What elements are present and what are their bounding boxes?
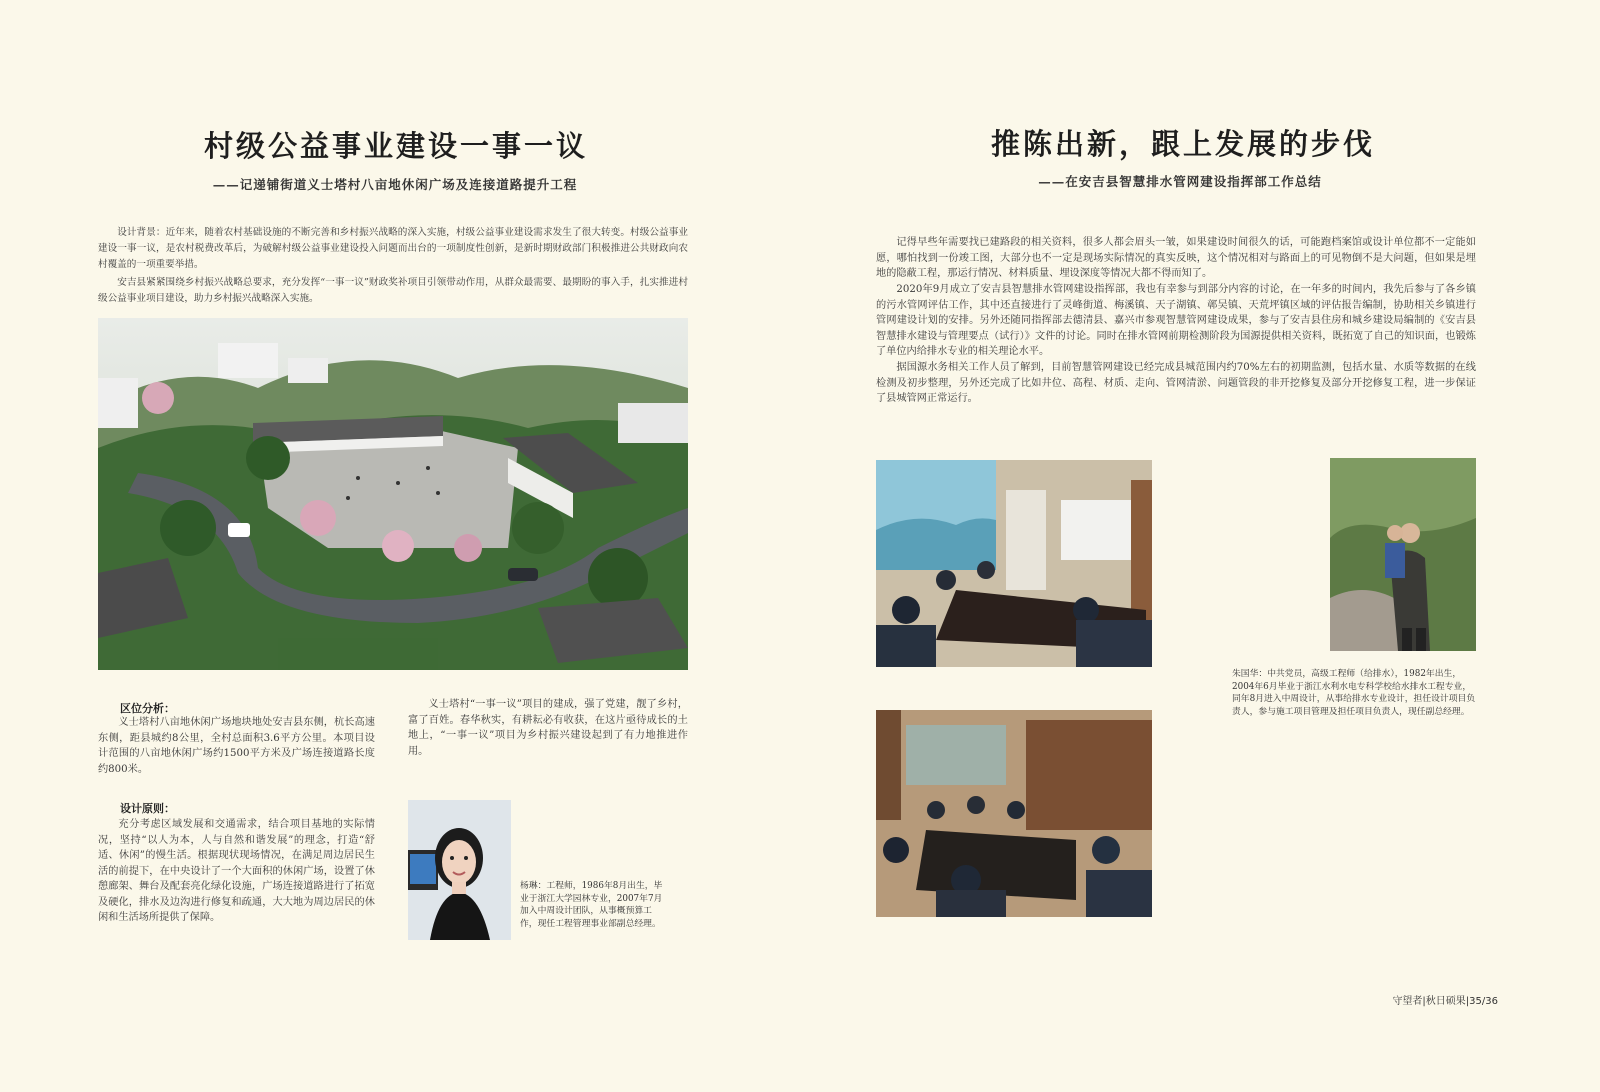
result-text: 义士塔村“一事一议”项目的建成，强了党建，靓了乡村，富了百姓。春华秋实，有耕耘必有收获，在这片亟待成长的土地上，“一事一议”项目为乡村振兴建设起到了有力地推进作用。: [408, 699, 688, 757]
right-title: 推陈出新，跟上发展的步伐: [990, 127, 1375, 161]
principle-heading: 设计原则：: [120, 802, 175, 815]
right-p2: 2020年9月成立了安吉县智慧排水管网建设指挥部，我也有幸参与到部分内容的讨论，在一年多的时间内，我先后参与了各乡镇的污水管网评估工作，其中还直接进行了灵峰街道、梅溪镇、天子湖镇、鄣吴镇、天荒坪镇区域的评估报告编制，协助相关乡镇进行管网建设计划的安排。另外还随同指挥部去德清县、嘉兴市参观智慧管网建设成果，参与了安吉县住房和城乡建设局编制的《安吉县智慧排水建设与管理要点（试行）》文件的讨论。同时在排水管网前期检测阶段为国源提供相关资料，既拓宽了自己的知识面，也锻炼了单位内给排水专业的相关理论水平。: [876, 284, 1476, 357]
area-heading: 区位分析：: [120, 702, 175, 715]
right-p3: 据国源水务相关工作人员了解到，目前智慧管网建设已经完成县城范围内约70%左右的初期监测，包括水量、水质等数据的在线检测及初步整理，另外还完成了比如井位、高程、材质、走向、管网清淤、问题管段的非开挖修复及部分开挖修复工程，进一步保证了县城管网正常运行。: [876, 362, 1476, 404]
left-intro-p1: 设计背景：近年来，随着农村基础设施的不断完善和乡村振兴战略的深入实施，村级公益事业建设需求发生了很大转变。村级公益事业建设一事一议，是农村税费改革后，为破解村级公益事业建设投入问题而出台的一项制度性创新，是新时期财政部门积极推进公共财政向农村覆盖的一项重要举措。: [98, 227, 688, 270]
right-subtitle: ——在安吉县智慧排水管网建设指挥部工作总结: [1038, 174, 1322, 189]
right-page: [800, 0, 1600, 1092]
principle-text: 充分考虑区域发展和交通需求，结合项目基地的实际情况，坚持“以人为本，人与自然和谐发展”的理念，打造“舒适、休闲”的慢生活。根据现状现场情况，在满足周边居民生活的前提下，在中央设计了一个大面积的休闲广场，设置了休憩廊架、舞台及配套亮化绿化设施，广场连接道路进行了拓宽及硬化，排水及边沟进行修复和疏通，大大地为周边居民的休闲和生活场所提供了保障。: [98, 819, 375, 923]
right-p1: 记得早些年需要找已建路段的相关资料，很多人都会眉头一皱，如果建设时间很久的话，可能跑档案馆或设计单位都不一定能如愿，哪怕找到一份竣工图，大部分也不一定是现场实际情况的真实反映，这个情况相对与路面上的可见物倒不是大问题，但如果是埋地的隐蔽工程，那运行情况、材料质量、埋设深度等情况大都不得而知了。: [876, 237, 1476, 279]
author-caption-left: 杨琳：工程师，1986年8月出生，毕业于浙江大学园林专业，2007年7月加入中周设计团队，从事概预算工作，现任工程管理事业部副总经理。: [520, 881, 663, 929]
author-caption-right: 朱国华：中共党员，高级工程师（给排水），1982年出生，2004年6月毕业于浙江水利水电专科学校给水排水工程专业，同年8月进入中周设计，从事给排水专业设计，担任设计项目负责人，参与施工项目管理及担任项目负责人，现任副总经理。: [1232, 669, 1476, 717]
meeting-photo-2: [876, 710, 1152, 917]
meeting-photo-1: [876, 460, 1152, 667]
plaza-aerial-image: [98, 318, 688, 670]
left-subtitle: ——记递铺街道义士塔村八亩地休闲广场及连接道路提升工程: [212, 177, 578, 192]
author-portrait-female: [408, 800, 511, 940]
author-portrait-male: [1330, 458, 1476, 651]
left-title: 村级公益事业建设一事一议: [203, 129, 588, 163]
left-intro-p2: 安吉县紧紧围绕乡村振兴战略总要求，充分发挥“一事一议”财政奖补项目引领带动作用，从群众最需要、最期盼的事入手，扎实推进村级公益事业项目建设，助力乡村振兴战略深入实施。: [98, 277, 688, 304]
area-text: 义士塔村八亩地休闲广场地块地处安吉县东侧，杭长高速东侧，距县城约8公里，全村总面积3.6平方公里。本项目设计范围的八亩地休闲广场约1500平方米及广场连接道路长度约800米。: [98, 717, 375, 775]
page-footer: 守望者|秋日硕果|35/36: [1392, 996, 1498, 1007]
